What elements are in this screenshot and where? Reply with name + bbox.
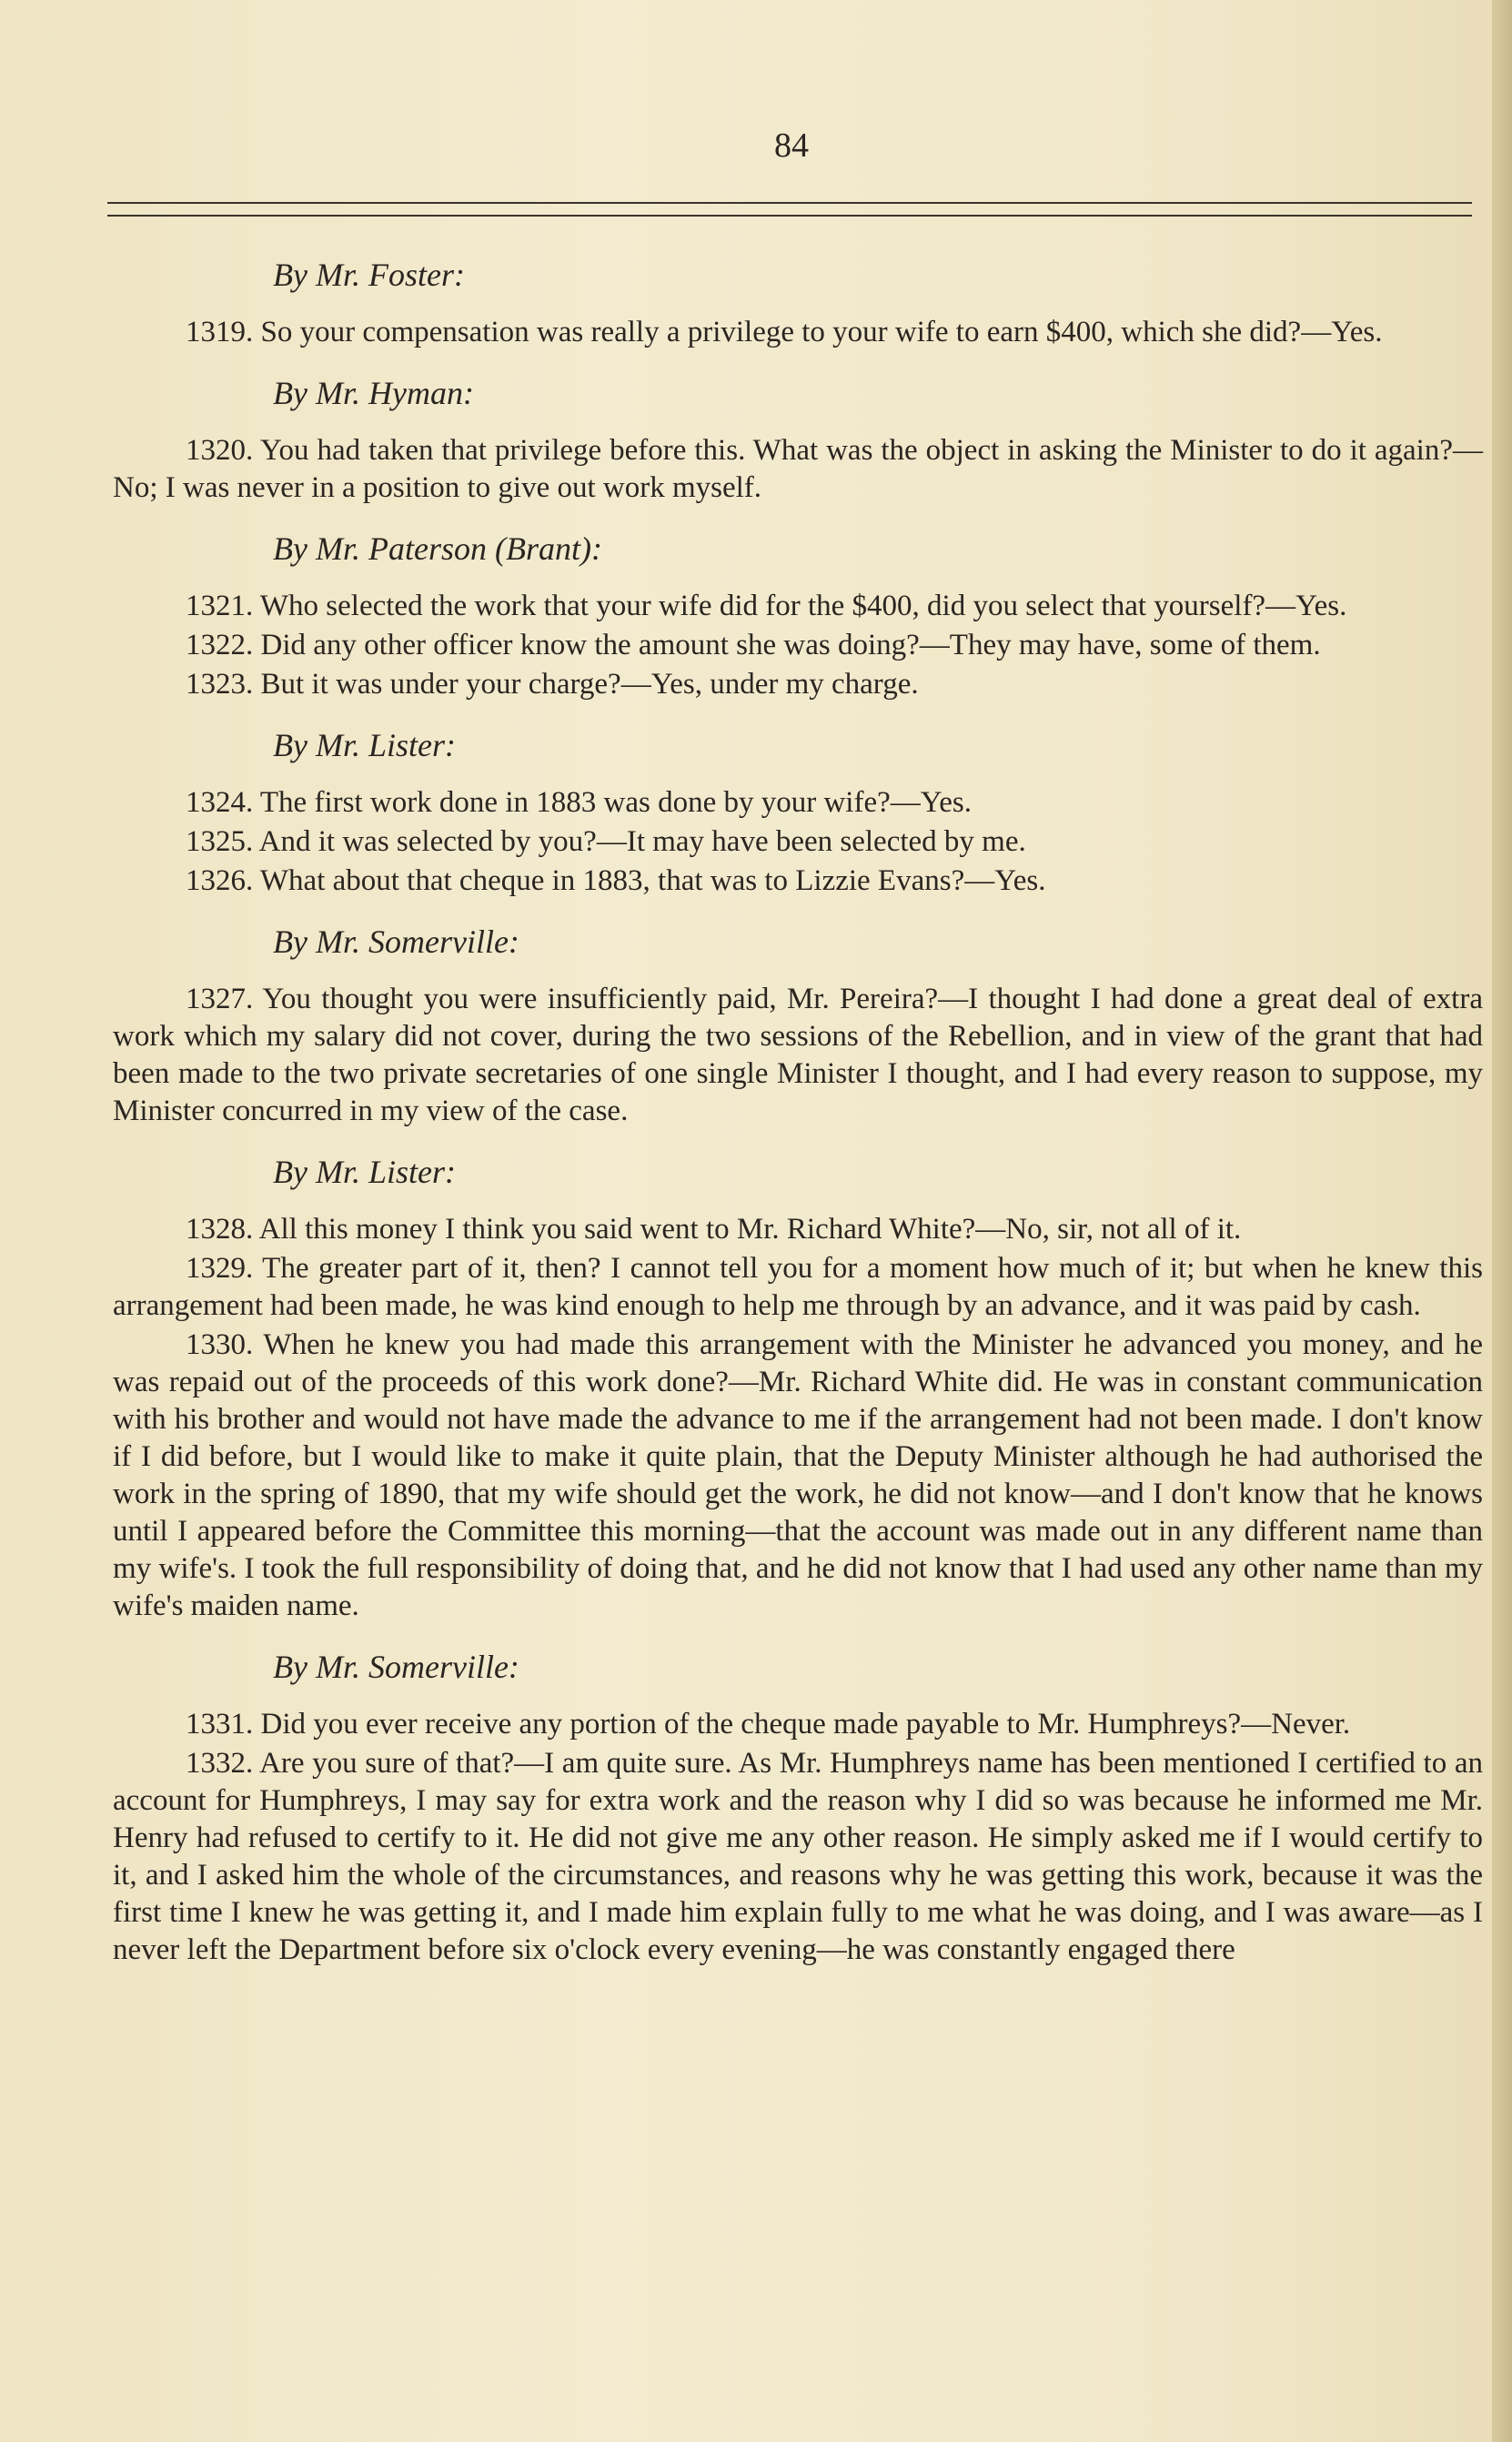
speaker-heading: By Mr. Paterson (Brant): [273, 530, 602, 567]
header-rule [107, 215, 1472, 217]
question-entry: 1328. All this money I think you said went to Mr. Richard White?—No, sir, not all of it. [186, 1213, 1242, 1246]
question-entry: 1320. You had taken that privilege before this. What was the object in asking the Minister to do it again?—No; I was never in a position to give out work myself. [113, 434, 1483, 504]
page-edge [1492, 0, 1512, 2442]
question-entry: 1330. When he knew you had made this arrangement with the Minister he advanced you money, and he was repaid out of the proceeds of this work done?—Mr. Richard White did. He was in constant communication with his brother and would not have made the advance to me if the arrangement had not been made. I don't know if I did before, but I would like to make it quite plain, that the Deputy Minister although he had authorised the work in the spring of 1890, that my wife should get the work, he did not know—and I don't know that he knows until I appeared before the Committee this morning—that the account was made out in any different name than my wife's. I took the full responsibility of doing that, and he did not know that I had used any other name than my wife's maiden name. [113, 1328, 1483, 1622]
speaker-heading: By Mr. Hyman: [273, 375, 474, 411]
speaker-heading: By Mr. Somerville: [273, 1649, 519, 1685]
question-entry: 1319. So your compensation was really a privilege to your wife to earn $400, which she did?—Yes. [186, 316, 1383, 348]
speaker-heading: By Mr. Lister: [273, 1154, 456, 1190]
transcript-body [113, 257, 1483, 1974]
question-entry: 1326. What about that cheque in 1883, that was to Lizzie Evans?—Yes. [186, 864, 1046, 897]
question-entry: 1325. And it was selected by you?—It may have been selected by me. [186, 825, 1026, 858]
question-entry: 1323. But it was under your charge?—Yes, under my charge. [186, 668, 919, 701]
header-rule [107, 202, 1472, 204]
speaker-heading: By Mr. Somerville: [273, 923, 519, 960]
question-entry: 1332. Are you sure of that?—I am quite sure. As Mr. Humphreys name has been mentioned I certified to an account for Humphreys, I may say for extra work and the reason why I did so was because he informed me Mr. Henry had refused to certify to it. He did not give me any other reason. He simply asked me if I would certify to it, and I asked him the whole of the circumstances, and reasons why he was getting this work, because it was the first time I knew he was getting it, and I made him explain fully to me what he was doing, and I was aware—as I never left the Department before six o'clock every evening—he was constantly engaged there [113, 1747, 1483, 1966]
speaker-heading: By Mr. Lister: [273, 727, 456, 763]
speaker-heading: By Mr. Foster: [273, 257, 465, 293]
question-entry: 1331. Did you ever receive any portion of the cheque made payable to Mr. Humphreys?—Never. [186, 1708, 1351, 1741]
question-entry: 1327. You thought you were insufficiently paid, Mr. Pereira?—I thought I had done a great deal of extra work which my salary did not cover, during the two sessions of the Rebellion, and in view of the grant that had been made to the two private secretaries of one single Minister I thought, and I had every reason to suppose, my Minister concurred in my view of the case. [113, 983, 1483, 1127]
question-entry: 1324. The first work done in 1883 was done by your wife?—Yes. [186, 786, 973, 819]
question-entry: 1321. Who selected the work that your wife did for the $400, did you select that yourself?—Yes. [186, 590, 1347, 622]
question-entry: 1329. The greater part of it, then? I cannot tell you for a moment how much of it; but when he knew this arrangement had been made, he was kind enough to help me through by an advance, and it was paid by cash. [113, 1252, 1483, 1322]
question-entry: 1322. Did any other officer know the amount she was doing?—They may have, some of them. [186, 629, 1321, 661]
page-number: 84 [774, 126, 809, 165]
